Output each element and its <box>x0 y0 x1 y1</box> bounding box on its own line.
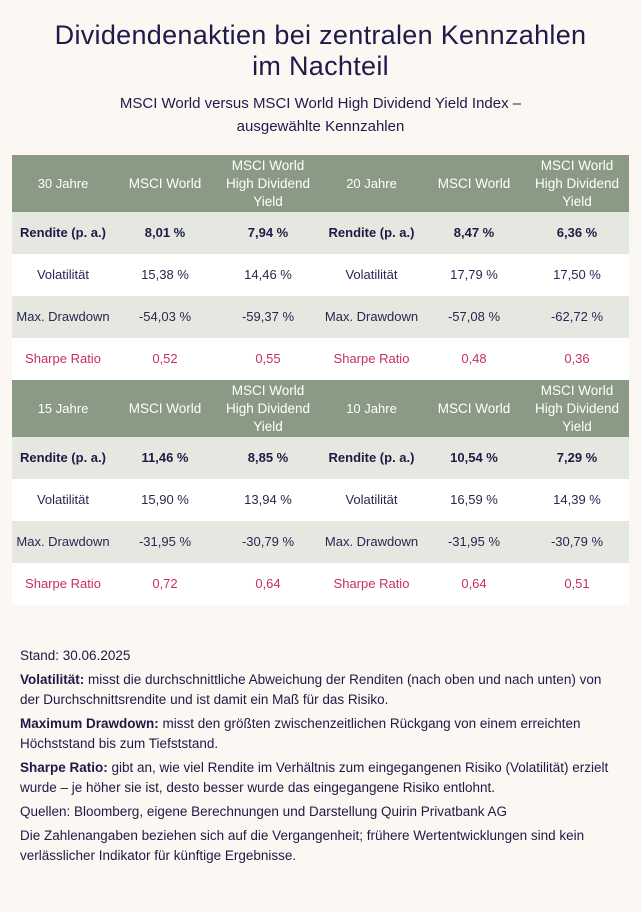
table-cell: -31,95 % <box>114 521 216 563</box>
row-label: Max. Drawdown <box>12 296 114 338</box>
note-term: Maximum Drawdown: <box>20 716 159 731</box>
period-label: 10 Jahre <box>320 380 423 437</box>
table-cell: 15,90 % <box>114 479 216 521</box>
table-cell: 8,01 % <box>114 212 216 254</box>
header-row <box>12 155 629 212</box>
row-label: Rendite (p. a.) <box>320 437 423 479</box>
table-row-sharpe <box>12 338 629 380</box>
table-cell: 17,50 % <box>525 254 629 296</box>
row-label: Rendite (p. a.) <box>12 437 114 479</box>
table-cell: 0,52 <box>114 338 216 380</box>
table-cell: 6,36 % <box>525 212 629 254</box>
title-line-1: Dividendenaktien bei zentralen Kennzahlen <box>54 20 587 50</box>
note-sharpe <box>20 758 620 798</box>
table-cell: 8,85 % <box>216 437 320 479</box>
table-cell: -30,79 % <box>525 521 629 563</box>
table-cell: 7,94 % <box>216 212 320 254</box>
period-label: 20 Jahre <box>320 155 423 212</box>
row-label: Max. Drawdown <box>320 521 423 563</box>
subtitle-line-2: ausgewählte Kennzahlen <box>236 118 405 135</box>
period-label: 30 Jahre <box>12 155 114 212</box>
page-subtitle <box>0 92 641 138</box>
row-label: Max. Drawdown <box>12 521 114 563</box>
table-cell: -62,72 % <box>525 296 629 338</box>
column-header-msci-high-dividend: MSCI World High Dividend Yield <box>216 155 320 212</box>
table-cell: -30,79 % <box>216 521 320 563</box>
header-row <box>12 380 629 437</box>
column-header-msci-high-dividend: MSCI World High Dividend Yield <box>525 155 629 212</box>
table-cell: 15,38 % <box>114 254 216 296</box>
table-cell: 7,29 % <box>525 437 629 479</box>
table-row-volatilitaet <box>12 254 629 296</box>
table-row-drawdown <box>12 521 629 563</box>
table-row-drawdown <box>12 296 629 338</box>
period-label: 15 Jahre <box>12 380 114 437</box>
table-row-sharpe <box>12 563 629 605</box>
table-cell: 16,59 % <box>423 479 525 521</box>
table-cell: 0,51 <box>525 563 629 605</box>
note-text: misst den größten zwischenzeitlichen Rückgang von einem erreichten Höchststand bis zum Tiefststand. <box>20 716 581 751</box>
table-cell: 0,64 <box>423 563 525 605</box>
note-volatilitaet <box>20 670 620 710</box>
column-header-msci-world: MSCI World <box>114 155 216 212</box>
table-cell: 8,47 % <box>423 212 525 254</box>
table-cell: 0,72 <box>114 563 216 605</box>
table-cell: 11,46 % <box>114 437 216 479</box>
note-term: Sharpe Ratio: <box>20 760 108 775</box>
row-label: Sharpe Ratio <box>12 338 114 380</box>
column-header-msci-world: MSCI World <box>423 380 525 437</box>
row-label: Volatilität <box>320 479 423 521</box>
table-cell: 0,48 <box>423 338 525 380</box>
row-label: Volatilität <box>12 254 114 296</box>
note-text: misst die durchschnittliche Abweichung der Renditen (nach oben und nach unten) von der Durchschnittsrendite und ist damit ein Maß für das Risiko. <box>20 672 602 707</box>
footnotes <box>20 646 620 870</box>
stand-date: Stand: 30.06.2025 <box>20 648 131 663</box>
column-header-msci-high-dividend: MSCI World High Dividend Yield <box>216 380 320 437</box>
table-cell: 0,55 <box>216 338 320 380</box>
row-label: Sharpe Ratio <box>320 563 423 605</box>
table-row-rendite <box>12 437 629 479</box>
title-line-2: im Nachteil <box>252 51 389 81</box>
kennzahlen-table <box>12 155 629 605</box>
table-cell: 14,39 % <box>525 479 629 521</box>
row-label: Sharpe Ratio <box>12 563 114 605</box>
table-row-volatilitaet <box>12 479 629 521</box>
row-label: Sharpe Ratio <box>320 338 423 380</box>
note-term: Volatilität: <box>20 672 85 687</box>
note-drawdown <box>20 714 620 754</box>
table-cell: 10,54 % <box>423 437 525 479</box>
table-cell: 14,46 % <box>216 254 320 296</box>
row-label: Max. Drawdown <box>320 296 423 338</box>
row-label: Rendite (p. a.) <box>320 212 423 254</box>
row-label: Volatilität <box>12 479 114 521</box>
page-title <box>0 20 641 82</box>
note-text: gibt an, wie viel Rendite im Verhältnis zum eingegangenen Risiko (Volatilität) erzielt wurde – je höher sie ist, desto besser wurde das eingegangene Risiko entlohnt. <box>20 760 609 795</box>
sources: Quellen: Bloomberg, eigene Berechnungen und Darstellung Quirin Privatbank AG <box>20 804 508 819</box>
table-cell: -54,03 % <box>114 296 216 338</box>
disclaimer: Die Zahlenangaben beziehen sich auf die Vergangenheit; frühere Wertentwicklungen sind kein verlässlicher Indikator für künftige Ergebnisse. <box>20 828 585 863</box>
column-header-msci-world: MSCI World <box>114 380 216 437</box>
table-cell: 13,94 % <box>216 479 320 521</box>
table-cell: 0,36 <box>525 338 629 380</box>
row-label: Volatilität <box>320 254 423 296</box>
table-cell: -31,95 % <box>423 521 525 563</box>
subtitle-line-1: MSCI World versus MSCI World High Dividend Yield Index – <box>119 95 522 112</box>
row-label: Rendite (p. a.) <box>12 212 114 254</box>
table-cell: 17,79 % <box>423 254 525 296</box>
kennzahlen-table-wrapper <box>12 155 629 605</box>
table-row-rendite <box>12 212 629 254</box>
table-cell: 0,64 <box>216 563 320 605</box>
column-header-msci-high-dividend: MSCI World High Dividend Yield <box>525 380 629 437</box>
column-header-msci-world: MSCI World <box>423 155 525 212</box>
table-cell: -57,08 % <box>423 296 525 338</box>
table-cell: -59,37 % <box>216 296 320 338</box>
